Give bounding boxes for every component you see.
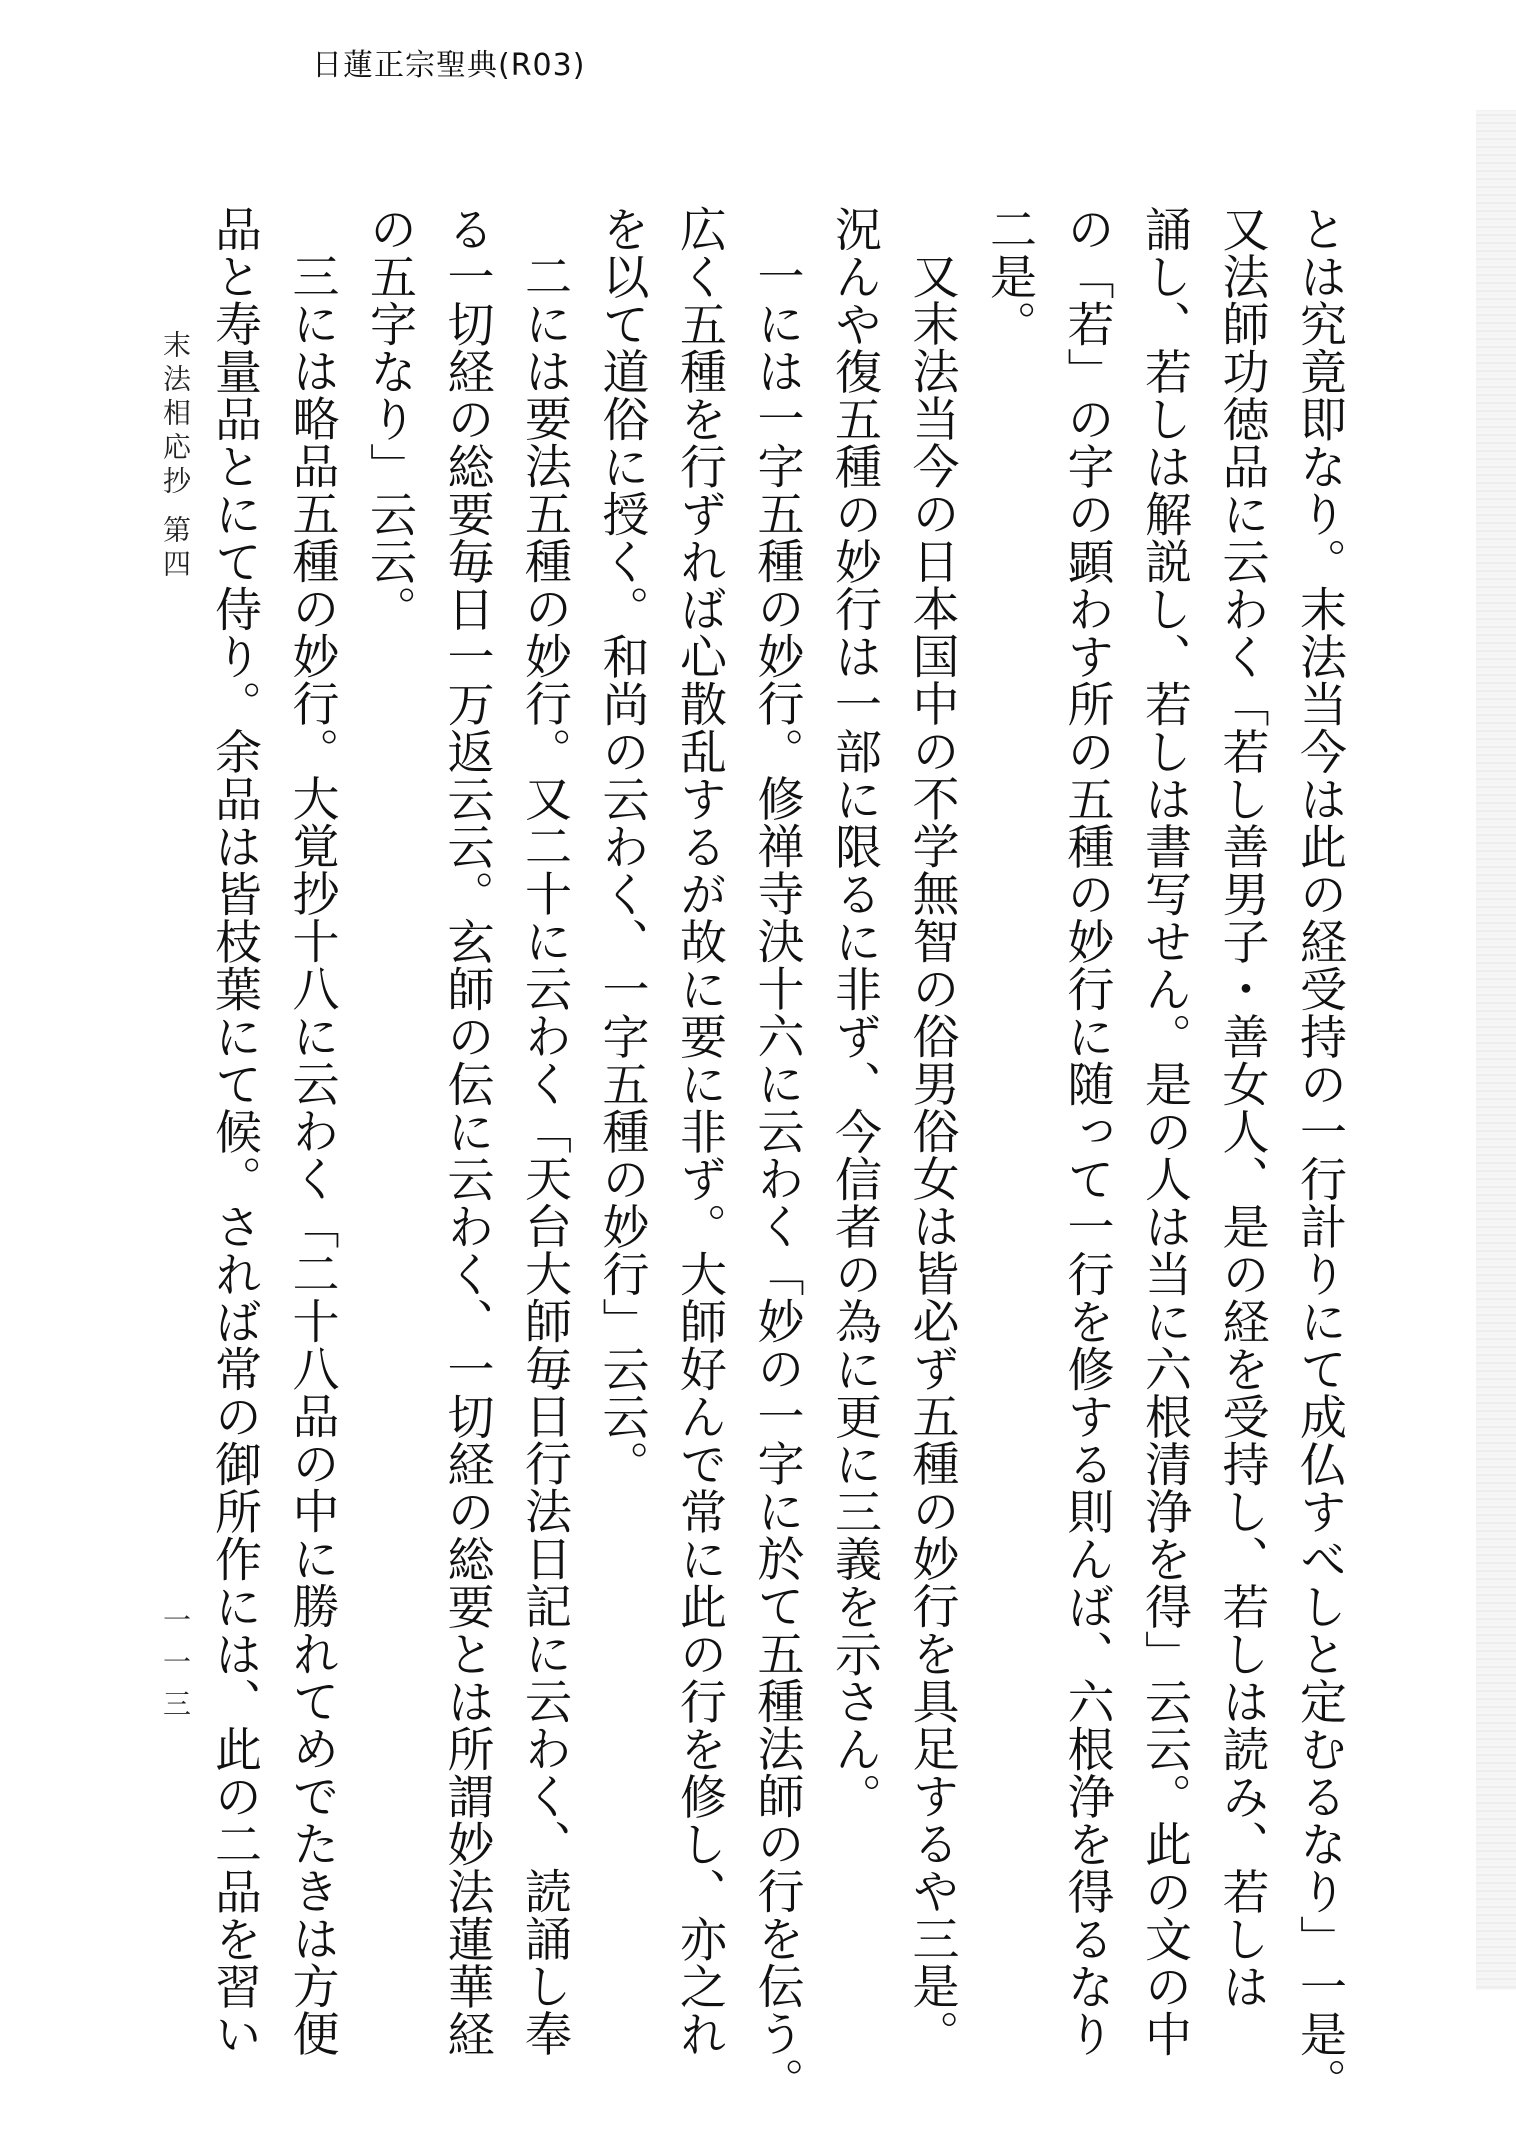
- body-text-vertical: [207, 205, 1358, 2105]
- page-number: 一一三: [159, 1605, 192, 1731]
- text-column-15: 品と寿量品とにて侍り。余品は皆枝葉にて候。されば常の御所作には、此の二品を習い: [207, 205, 262, 2058]
- text-column-6: 又末法当今の日本国中の不学無智の俗男俗女は皆必ず五種の妙行を具足するや三是。: [904, 252, 960, 2057]
- text-column-3: 誦し、若しは解説し、若しは書写せん。是の人は当に六根清浄を得」云云。此の文の中: [1137, 205, 1192, 2058]
- text-column-2: 又法師功徳品に云わく「若し善男子・善女人、是の経を受持し、若しは読み、若しは: [1214, 205, 1270, 2010]
- text-column-9: 広く五種を行ずれば心散乱するが故に要に非ず。大師好んで常に此の行を修し、亦之れ: [672, 205, 727, 2058]
- text-column-13: の五字なり」云云。: [362, 205, 417, 633]
- text-column-12: る一切経の総要毎日一万返云云。玄師の伝に云わく、一切経の総要とは所謂妙法蓮華経: [439, 205, 495, 2058]
- document-header-title: 日蓮正宗聖典(R03): [312, 48, 586, 83]
- text-column-10: を以て道俗に授く。和尚の云わく、一字五種の妙行」云云。: [594, 205, 650, 1488]
- text-column-5: 二是。: [982, 205, 1037, 348]
- text-column-4: の「若」の字の顕わす所の五種の妙行に随って一行を修する則んば、六根浄を得るなり: [1059, 205, 1115, 2058]
- text-column-14: 三には略品五種の妙行。大覚抄十八に云わく「二十八品の中に勝れてめでたきは方便: [284, 252, 340, 2057]
- running-title: 末法相応抄 第四: [159, 330, 192, 583]
- text-column-11: 二には要法五種の妙行。又二十に云わく「天台大師毎日行法日記に云わく、読誦し奉: [517, 252, 572, 2057]
- text-column-1: とは究竟即なり。末法当今は此の経受持の一行計りにて成仏すべしと定むるなり」一是。: [1292, 205, 1347, 2105]
- scan-edge-shading: [1476, 110, 1516, 1990]
- text-column-8: 一には一字五種の妙行。修禅寺決十六に云わく「妙の一字に於て五種法師の行を伝う。: [749, 252, 805, 2105]
- text-column-7: 況んや復五種の妙行は一部に限るに非ず、今信者の為に更に三義を示さん。: [827, 205, 882, 1820]
